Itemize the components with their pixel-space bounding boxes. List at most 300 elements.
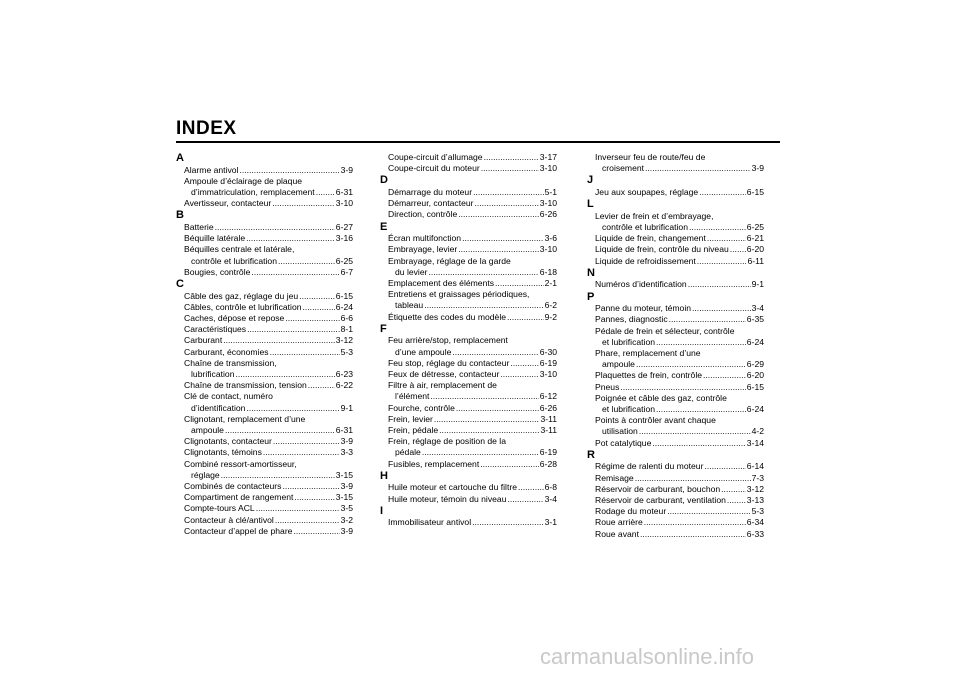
- index-entry-text: Feu stop, réglage du contacteur: [388, 357, 510, 368]
- index-entry-text: Carburant, économies: [184, 346, 269, 357]
- index-entry: [587, 370, 764, 381]
- index-entry-text: Pot catalytique: [595, 437, 652, 448]
- dot-leader: [636, 359, 746, 370]
- index-entry: [176, 492, 353, 503]
- index-entry: [176, 526, 353, 537]
- dot-leader: [699, 187, 746, 198]
- index-entry-heading: Clignotant, remplacement d’une: [184, 413, 306, 424]
- index-entry-text: Embrayage, levier: [388, 244, 458, 255]
- dot-leader: [656, 337, 746, 348]
- index-entry-page: 6-12: [539, 391, 557, 402]
- index-entry: [380, 163, 557, 174]
- index-entry-text: tableau: [395, 300, 424, 311]
- index-entry-page: 5-3: [340, 346, 353, 357]
- index-entry: [380, 369, 557, 380]
- index-entry-page: 6-31: [335, 425, 353, 436]
- index-entry-page: 3-15: [335, 469, 353, 480]
- dot-leader: [656, 404, 746, 415]
- index-entry-text: Alarme antivol: [184, 164, 239, 175]
- index-entry-heading: Phare, remplacement d’une: [595, 348, 701, 359]
- index-entry: [380, 358, 557, 369]
- index-entry: [587, 222, 764, 233]
- dot-leader: [256, 503, 340, 514]
- index-entry-page: 6-20: [746, 244, 764, 255]
- index-entry-text: Jeu aux soupapes, réglage: [595, 187, 699, 197]
- dot-leader: [452, 347, 538, 358]
- index-entry-text: Caractéristiques: [184, 324, 247, 335]
- index-entry: [176, 447, 353, 458]
- index-entry-text: contrôle et lubrification: [602, 222, 688, 232]
- index-entry-heading: Inverseur feu de route/feu de: [595, 152, 706, 162]
- index-entry-page: 6-6: [340, 313, 353, 324]
- index-entry: [587, 337, 764, 348]
- dot-leader: [215, 222, 335, 233]
- dot-leader: [697, 256, 747, 267]
- dot-leader: [239, 165, 339, 176]
- index-entry-page: 3-16: [335, 233, 353, 244]
- index-entry: [176, 291, 353, 302]
- index-entry: [176, 503, 353, 514]
- index-entry: [176, 369, 353, 380]
- index-entry-page: 3-5: [340, 503, 353, 514]
- index-entry: [587, 404, 764, 415]
- dot-leader: [223, 335, 335, 346]
- index-entry: [380, 300, 557, 311]
- index-entry-text: Pannes, diagnostic: [595, 314, 668, 325]
- index-entry: [176, 425, 353, 436]
- index-entry-heading: Filtre à air, remplacement de: [388, 380, 497, 391]
- index-entry: [380, 209, 557, 220]
- index-entry: [587, 303, 764, 314]
- dot-leader: [639, 426, 751, 437]
- index-entry: [587, 484, 764, 495]
- dot-leader: [294, 492, 334, 503]
- index-entry-heading: Embrayage, réglage de la garde: [388, 255, 511, 266]
- index-entry-text: et lubrification: [602, 404, 656, 415]
- dot-leader: [620, 382, 745, 393]
- index-entry-page: 6-21: [746, 233, 764, 244]
- dot-leader: [510, 358, 538, 369]
- index-entry-text: Emplacement des éléments: [388, 278, 495, 289]
- dot-leader: [246, 403, 339, 414]
- index-entry-text: Écran multifonction: [388, 233, 462, 244]
- index-entry-text: Roue arrière: [595, 517, 643, 528]
- index-entry: [176, 233, 353, 244]
- index-entry-text: Immobilisateur antivol: [388, 517, 472, 528]
- dot-leader: [644, 517, 746, 528]
- index-entry-page: 3-9: [340, 525, 353, 536]
- index-entry-text: Frein, levier: [388, 413, 433, 424]
- index-entry-text: Chaîne de transmission, tension: [184, 380, 307, 391]
- index-entry-text: Contacteur à clé/antivol: [184, 514, 274, 525]
- index-entry: [380, 447, 557, 458]
- index-entry-page: 3-10: [539, 369, 557, 380]
- dot-leader: [434, 414, 540, 425]
- index-entry: [587, 256, 764, 267]
- index-entry-page: 6-33: [746, 528, 764, 539]
- dot-leader: [669, 314, 746, 325]
- index-entry-page: 3-11: [540, 413, 557, 424]
- index-entry-page: 4-2: [751, 426, 764, 437]
- dot-leader: [480, 459, 539, 470]
- index-entry-page: 3-9: [340, 481, 353, 492]
- index-entry-text: réglage: [191, 469, 220, 480]
- index-entry-text: Panne du moteur, témoin: [595, 303, 692, 314]
- index-entry: [587, 359, 764, 370]
- index-entry-page: 6-23: [335, 369, 353, 380]
- index-entry: [587, 426, 764, 437]
- index-entry-page: 6-24: [746, 404, 764, 415]
- index-entry-text: Liquide de refroidissement: [595, 255, 696, 266]
- index-entry-page: 3-12: [335, 335, 353, 346]
- index-entry-heading: Ampoule d’éclairage de plaque: [184, 175, 303, 186]
- index-entry-page: 3-10: [539, 244, 557, 255]
- index-entry-text: Clignotants, contacteur: [184, 436, 272, 447]
- dot-leader: [727, 495, 746, 506]
- index-section-letter: E: [380, 220, 388, 233]
- index-entry-heading: Combiné ressort-amortisseur,: [184, 458, 297, 469]
- index-entry-text: l’élément: [395, 391, 430, 402]
- dot-leader: [495, 278, 544, 289]
- index-entry-text: Frein, pédale: [388, 425, 439, 436]
- dot-leader: [703, 370, 746, 381]
- index-entry: [176, 380, 353, 391]
- dot-leader: [456, 403, 539, 414]
- index-entry-text: et lubrification: [602, 336, 656, 347]
- dot-leader: [299, 291, 335, 302]
- index-entry-page: 6-2: [544, 300, 557, 311]
- index-entry-page: 6-35: [746, 314, 764, 325]
- index-entry-text: contrôle et lubrification: [191, 255, 277, 266]
- index-entry: [176, 198, 353, 209]
- index-entry-page: 6-29: [746, 359, 764, 370]
- index-entry: [587, 529, 764, 540]
- index-section-letter: P: [587, 290, 595, 303]
- dot-leader: [247, 324, 339, 335]
- index-entry: [587, 438, 764, 449]
- index-entry-heading: Clé de contact, numéro: [184, 391, 273, 402]
- index-section-letter: B: [176, 209, 184, 222]
- index-entry: [176, 256, 353, 267]
- index-entry-heading: Entretiens et graissages périodiques,: [388, 289, 530, 300]
- index-entry-page: 6-19: [539, 357, 557, 368]
- index-entry-text: ampoule: [191, 425, 224, 436]
- index-entry: [380, 198, 557, 209]
- index-entry-text: Étiquette des codes du modèle: [388, 311, 507, 322]
- index-entry: [176, 313, 353, 324]
- dot-leader: [285, 313, 339, 324]
- index-entry-page: 2-1: [544, 278, 557, 289]
- index-entry-page: 3-15: [335, 492, 353, 503]
- dot-leader: [475, 198, 539, 209]
- index-entry-text: ampoule: [602, 359, 635, 370]
- index-entry-page: 3-13: [746, 495, 764, 506]
- index-entry-heading: Feu arrière/stop, remplacement: [388, 335, 508, 346]
- dot-leader: [251, 267, 339, 278]
- index-entry: [176, 515, 353, 526]
- index-entry-page: 9-1: [751, 279, 764, 290]
- index-section-letter: H: [380, 469, 388, 482]
- index-entry-text: pédale: [395, 447, 421, 458]
- dot-leader: [462, 233, 543, 244]
- index-entry-heading: Béquilles centrale et latérale,: [184, 244, 295, 255]
- index-entry-page: 6-19: [539, 447, 557, 458]
- index-entry: [176, 222, 353, 233]
- dot-leader: [278, 256, 335, 267]
- index-entry: [380, 347, 557, 358]
- index-entry-page: 6-15: [335, 290, 353, 301]
- dot-leader: [689, 222, 746, 233]
- index-entry-page: 6-22: [335, 380, 353, 391]
- index-entry-page: 3-9: [751, 163, 764, 174]
- index-entry-text: Câble des gaz, réglage du jeu: [184, 290, 299, 301]
- index-entry-text: Liquide de frein, contrôle du niveau: [595, 244, 729, 255]
- index-section-letter: I: [380, 504, 384, 517]
- index-entry-text: Huile moteur et cartouche du filtre: [388, 482, 517, 493]
- index-entry: [380, 494, 557, 505]
- index-entry-page: 6-30: [539, 346, 557, 357]
- dot-leader: [704, 461, 745, 472]
- index-entry-text: Combinés de contacteurs: [184, 481, 282, 492]
- index-entry-page: 3-10: [539, 198, 557, 209]
- index-entry-page: 3-12: [746, 483, 764, 494]
- index-entry-page: 3-14: [746, 437, 764, 448]
- dot-leader: [458, 209, 539, 220]
- index-entry-text: croisement: [602, 163, 645, 174]
- dot-leader: [293, 526, 339, 537]
- dot-leader: [635, 473, 751, 484]
- index-entry-text: Direction, contrôle: [388, 209, 458, 220]
- index-entry-text: Rodage du moteur: [595, 506, 667, 517]
- index-entry: [176, 165, 353, 176]
- index-entry: [176, 267, 353, 278]
- dot-leader: [270, 347, 340, 358]
- index-entry: [176, 481, 353, 492]
- index-entry: [587, 233, 764, 244]
- index-entry: [380, 312, 557, 323]
- dot-leader: [458, 244, 539, 255]
- index-entry-page: 6-18: [539, 266, 557, 277]
- index-entry-heading: Pédale de frein et sélecteur, contrôle: [595, 325, 735, 336]
- index-entry-text: Carburant: [184, 335, 223, 346]
- index-entry-page: 8-1: [340, 324, 353, 335]
- index-column-1: [176, 152, 353, 537]
- dot-leader: [273, 436, 340, 447]
- index-section-letter: R: [587, 448, 595, 461]
- index-entry-heading: Frein, réglage de position de la: [388, 436, 507, 447]
- index-entry-page: 5-1: [544, 187, 557, 197]
- index-entry-page: 6-8: [544, 482, 557, 493]
- index-entry-page: 6-15: [746, 381, 764, 392]
- index-entry: [380, 187, 557, 198]
- index-entry-text: Contacteur d’appel de phare: [184, 525, 293, 536]
- index-entry-text: Fusibles, remplacement: [388, 458, 480, 469]
- index-entry: [587, 244, 764, 255]
- dot-leader: [272, 198, 335, 209]
- index-entry: [587, 517, 764, 528]
- index-entry-text: Pneus: [595, 381, 620, 392]
- index-entry-page: 3-1: [544, 517, 557, 528]
- index-entry: [176, 187, 353, 198]
- index-entry-text: Coupe-circuit du moteur: [388, 163, 480, 174]
- index-entry: [587, 314, 764, 325]
- index-entry-page: 3-17: [539, 152, 557, 162]
- dot-leader: [235, 369, 334, 380]
- dot-leader: [308, 380, 335, 391]
- dot-leader: [484, 152, 539, 163]
- index-entry-text: utilisation: [602, 426, 638, 437]
- dot-leader: [481, 163, 539, 174]
- dot-leader: [640, 529, 746, 540]
- dot-leader: [221, 470, 335, 481]
- watermark-text: carmanualsonline.info: [540, 644, 755, 669]
- index-entry-page: 6-24: [746, 336, 764, 347]
- dot-leader: [707, 233, 746, 244]
- index-entry: [380, 244, 557, 255]
- dot-leader: [246, 233, 335, 244]
- index-entry-page: 3-10: [335, 198, 353, 209]
- index-entry-page: 6-25: [746, 222, 764, 232]
- dot-leader: [667, 506, 750, 517]
- index-section-letter: L: [587, 198, 594, 211]
- index-entry-text: Clignotants, témoins: [184, 447, 262, 458]
- index-entry: [380, 278, 557, 289]
- index-entry-heading: Points à contrôler avant chaque: [595, 415, 716, 426]
- index-entry-text: d’une ampoule: [395, 346, 452, 357]
- dot-leader: [422, 447, 539, 458]
- dot-leader: [282, 481, 339, 492]
- index-entry: [176, 335, 353, 346]
- dot-leader: [500, 369, 538, 380]
- index-entry: [587, 187, 764, 198]
- index-entry: [380, 425, 557, 436]
- dot-leader: [428, 267, 538, 278]
- dot-leader: [430, 391, 538, 402]
- dot-leader: [424, 300, 543, 311]
- index-entry-page: 6-31: [335, 187, 353, 197]
- dot-leader: [439, 425, 539, 436]
- index-entry-page: 3-11: [540, 425, 557, 436]
- dot-leader: [507, 494, 543, 505]
- index-entry-text: Batterie: [184, 222, 214, 232]
- index-entry-page: 6-26: [539, 209, 557, 220]
- dot-leader: [730, 244, 746, 255]
- index-entry-text: d’identification: [191, 402, 246, 413]
- index-entry-text: Roue avant: [595, 528, 639, 539]
- index-column-2: [380, 152, 557, 529]
- page-title: INDEX: [176, 118, 237, 139]
- dot-leader: [275, 515, 340, 526]
- index-entry: [380, 267, 557, 278]
- dot-leader: [225, 425, 335, 436]
- index-entry-text: Numéros d’identification: [595, 279, 687, 290]
- index-entry-text: Remisage: [595, 472, 634, 483]
- index-column-3: [587, 152, 764, 540]
- index-entry: [587, 506, 764, 517]
- index-entry-page: 3-10: [539, 163, 557, 174]
- index-entry: [380, 152, 557, 163]
- index-entry-page: 6-28: [539, 458, 557, 469]
- index-entry-text: Liquide de frein, changement: [595, 233, 706, 244]
- index-entry-page: 9-2: [544, 311, 557, 322]
- dot-leader: [263, 447, 340, 458]
- index-entry-page: 6-34: [746, 517, 764, 528]
- dot-leader: [472, 517, 543, 528]
- index-section-letter: F: [380, 322, 387, 335]
- index-entry-heading: Poignée et câble des gaz, contrôle: [595, 392, 727, 403]
- index-section-letter: J: [587, 174, 594, 187]
- dot-leader: [652, 438, 745, 449]
- index-entry: [380, 517, 557, 528]
- index-entry-text: Fourche, contrôle: [388, 402, 455, 413]
- index-entry-page: 3-3: [340, 447, 353, 458]
- index-entry-text: Bougies, contrôle: [184, 266, 251, 277]
- index-section-letter: N: [587, 266, 595, 279]
- index-entry-page: 5-3: [751, 506, 764, 517]
- index-entry-page: 6-25: [335, 255, 353, 266]
- index-entry-page: 3-6: [544, 233, 557, 244]
- index-entry-page: 3-4: [544, 493, 557, 504]
- index-entry-text: lubrification: [191, 369, 235, 380]
- title-rule: [176, 141, 780, 143]
- index-entry-text: Régime de ralenti du moteur: [595, 461, 704, 472]
- dot-leader: [518, 482, 544, 493]
- index-entry-page: 3-9: [340, 164, 353, 175]
- index-entry-page: 9-1: [340, 402, 353, 413]
- index-entry-page: 6-11: [747, 255, 764, 266]
- index-entry-text: Feux de détresse, contacteur: [388, 369, 500, 380]
- index-entry: [380, 391, 557, 402]
- index-entry: [587, 461, 764, 472]
- index-entry: [380, 459, 557, 470]
- index-entry-text: Câbles, contrôle et lubrification: [184, 301, 302, 312]
- index-entry-text: Compartiment de rangement: [184, 492, 294, 503]
- index-entry-text: Avertisseur, contacteur: [184, 198, 272, 209]
- index-entry: [176, 347, 353, 358]
- index-entry-page: 3-4: [751, 303, 764, 314]
- index-entry-text: Réservoir de carburant, ventilation: [595, 495, 726, 506]
- index-entry-text: d’immatriculation, remplacement: [191, 187, 315, 197]
- index-entry-heading: Levier de frein et d’embrayage,: [595, 210, 714, 221]
- index-entry-page: 6-26: [539, 402, 557, 413]
- index-entry-page: 6-20: [746, 370, 764, 381]
- index-section-letter: C: [176, 278, 184, 291]
- index-entry-text: Coupe-circuit d’allumage: [388, 152, 483, 162]
- dot-leader: [692, 303, 751, 314]
- index-entry: [176, 324, 353, 335]
- index-entry: [587, 163, 764, 174]
- index-entry: [176, 436, 353, 447]
- index-entry-text: Plaquettes de frein, contrôle: [595, 370, 703, 381]
- index-entry-text: Démarreur, contacteur: [388, 198, 474, 209]
- index-entry: [380, 233, 557, 244]
- dot-leader: [645, 163, 751, 174]
- index-entry: [380, 482, 557, 493]
- index-entry-page: 6-27: [335, 222, 353, 232]
- index-entry-page: 6-24: [335, 301, 353, 312]
- index-entry: [176, 302, 353, 313]
- index-entry: [380, 403, 557, 414]
- index-entry: [380, 414, 557, 425]
- index-entry: [587, 473, 764, 484]
- index-entry-page: 6-14: [746, 461, 764, 472]
- dot-leader: [316, 187, 335, 198]
- index-entry-heading: Chaîne de transmission,: [184, 357, 277, 368]
- index-entry: [587, 382, 764, 393]
- dot-leader: [688, 279, 751, 290]
- index-entry-page: 6-7: [340, 266, 353, 277]
- index-entry: [587, 495, 764, 506]
